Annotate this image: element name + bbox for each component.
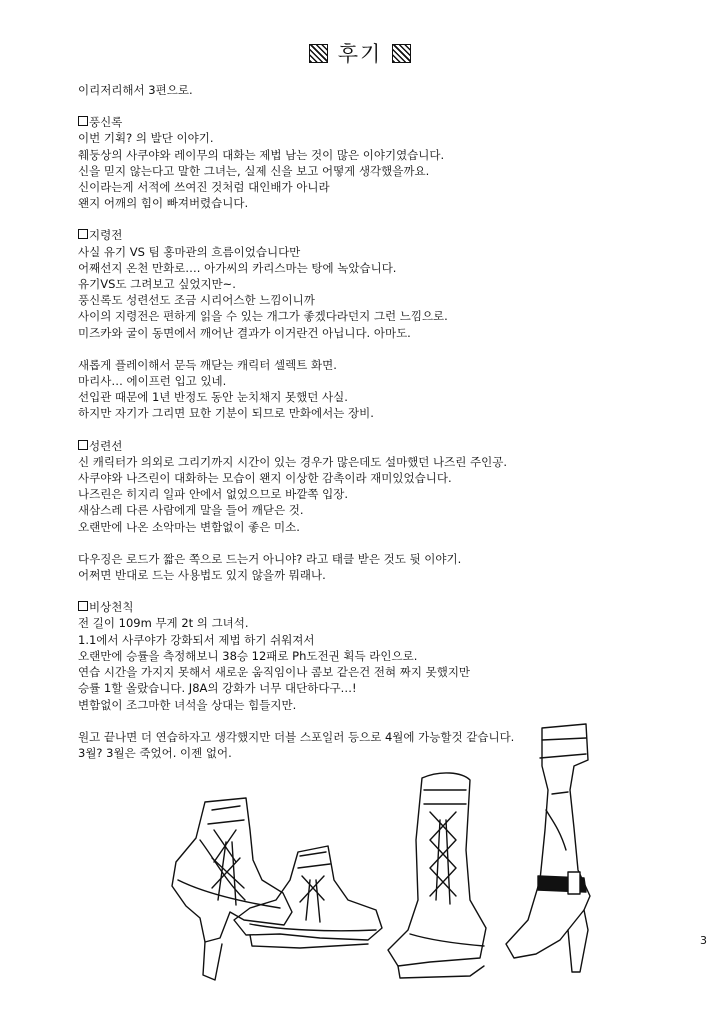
section-heading-text: 풍신록 [89, 115, 123, 130]
text-line: 변함없이 조그마한 녀석을 상대는 힘들지만. [78, 697, 297, 712]
text-line: 사이의 지령전은 편하게 읽을 수 있는 개그가 좋겠다라던지 그런 느낌으로. [78, 309, 448, 324]
text-line: 전 길이 109m 무게 2t 의 그녀석. [78, 616, 249, 631]
text-line: 3월? 3월은 죽었어. 이젠 없어. [78, 745, 232, 760]
text-line: 새삼스레 다른 사람에게 말을 들어 깨닫은 것. [78, 503, 304, 518]
text-line: 다우징은 로드가 짧은 쪽으로 드는거 아니야? 라고 태클 받은 것도 뒷 이야기. [78, 551, 462, 566]
lace-boot-drawing [172, 798, 292, 980]
text-line: 선입관 때문에 1년 반정도 동안 눈치채지 못했던 사실. [78, 390, 348, 405]
section-heading-text: 지령전 [89, 228, 123, 243]
text-line: 나즈린은 히지리 일파 안에서 없었으므로 바깥쪽 입장. [78, 487, 348, 502]
text-line: 오랜만에 승률을 측정해보니 38승 12패로 Ph도전권 획득 라인으로. [78, 648, 418, 663]
tall-boot-drawing [388, 773, 486, 978]
text-line: 마리사… 에이프런 입고 있네. [78, 374, 227, 389]
text-line: 신을 믿지 않는다고 말한 그녀는, 실제 신을 보고 어떻게 생각했을까요. [78, 163, 430, 178]
intro-line: 이리저리해서 3편으로. [78, 83, 193, 97]
text-line: 사실 유기 VS 팀 홍마관의 흐름이었습니다만 [78, 244, 301, 259]
page-number: 3 [700, 934, 707, 947]
text-line: 어쩌면 반대로 드는 사용법도 있지 않을까 뭐래나. [78, 568, 326, 583]
text-line: 1.1에서 사쿠야가 강화되서 제법 하기 쉬워져서 [78, 632, 315, 647]
text-line: 오랜만에 나온 소악마는 변함없이 좋은 미소. [78, 519, 300, 534]
text-line: 사쿠야와 나즈린이 대화하는 모습이 왠지 이상한 감촉이라 재미있었습니다. [78, 471, 452, 486]
text-line: 새롭게 플레이해서 문득 깨닫는 캐릭터 셀렉트 화면. [78, 357, 337, 372]
text-line: 어째선지 온천 만화로…. 아가씨의 카리스마는 탕에 녹았습니다. [78, 260, 397, 275]
section-heading-text: 비상천칙 [89, 600, 134, 615]
heeled-boot-drawing [506, 724, 590, 972]
text-line: 신 캐릭터가 의외로 그리기까지 시간이 있는 경우가 많은데도 설마했던 나즈린 주인공. [78, 454, 508, 469]
text-line: 췌둥상의 사쿠야와 레이무의 대화는 제법 남는 것이 많은 이야기였습니다. [78, 147, 445, 162]
text-line: 승률 1할 올랐습니다. J8A의 강화가 너무 대단하다구…! [78, 681, 357, 696]
text-line: 풍신록도 성련선도 조금 시리어스한 느낌이니까 [78, 293, 315, 308]
text-line: 연습 시간을 가지지 못해서 새로운 움직임이나 콤보 같은건 전혀 짜지 못했지만 [78, 665, 471, 680]
page-title-text: 후기 [337, 42, 383, 66]
text-line: 원고 끝나면 더 연습하자고 생각했지만 더블 스포일러 등으로 4월에 가능할것 같습니다. [78, 729, 515, 744]
text-line: 하지만 자기가 그리면 묘한 기분이 되므로 만화에서는 장비. [78, 406, 374, 421]
low-shoe-drawing [234, 846, 382, 948]
text-line: 유기VS도 그려보고 싶었지만~. [78, 277, 236, 292]
text-line: 미즈카와 굴이 동면에서 깨어난 결과가 이거란건 아닙니다. 아마도. [78, 325, 411, 340]
text-line: 이번 기획? 의 발단 이야기. [78, 131, 214, 146]
text-line: 왠지 어깨의 힘이 빠져버렸습니다. [78, 196, 249, 211]
text-line: 신이라는게 서적에 쓰여진 것처럼 대인배가 아니라 [78, 180, 330, 195]
section-heading-text: 성련선 [89, 438, 123, 453]
